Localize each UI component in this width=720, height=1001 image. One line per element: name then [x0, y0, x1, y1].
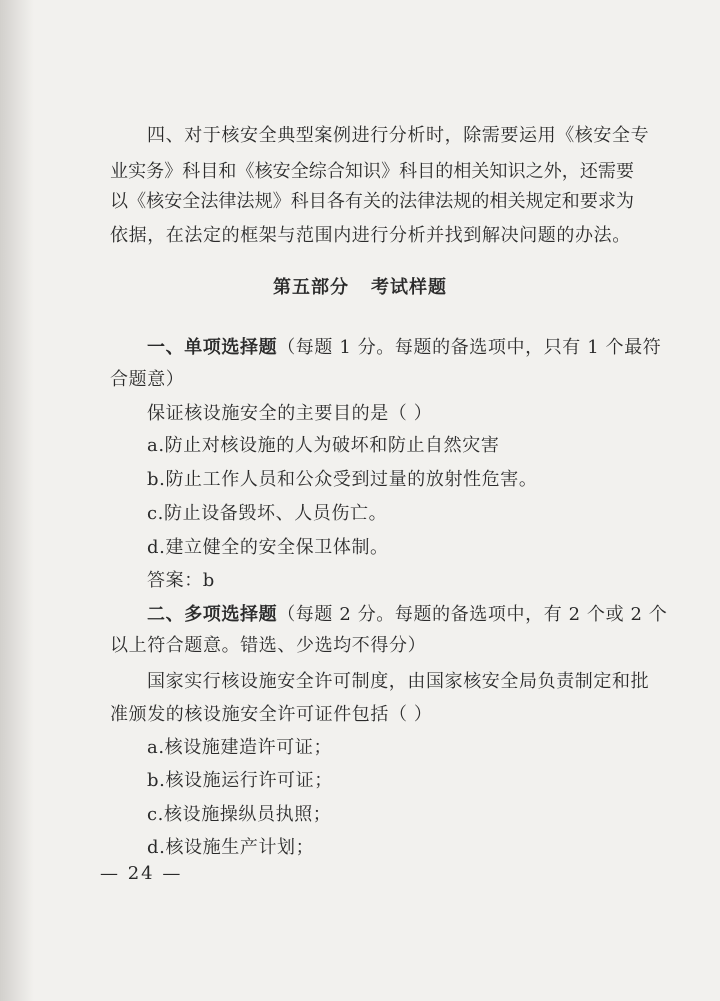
section-heading	[0, 276, 720, 300]
multiple-choice-question-line-2: 准颁发的核设施安全许可证件包括（ ）	[110, 704, 433, 725]
multiple-choice-option-a: a.核设施建造许可证；	[147, 737, 333, 758]
single-choice-option-a: a.防止对核设施的人为破坏和防止自然灾害	[147, 435, 500, 456]
paragraph-4-line-4: 依据，在法定的框架与范围内进行分析并找到解决问题的办法。	[110, 225, 631, 246]
multiple-choice-instruction-cont: 以上符合题意。错选、少选均不得分）	[110, 635, 427, 656]
paragraph-4-line-2: 业实务》科目和《核安全综合知识》科目的相关知识之外，还需要	[110, 161, 634, 182]
section-title: 考试样题	[371, 277, 447, 298]
single-choice-option-c: c.防止设备毁坏、人员伤亡。	[147, 503, 388, 524]
multiple-choice-intro	[147, 603, 668, 627]
single-choice-heading: 一、单项选择题	[147, 337, 278, 358]
multiple-choice-heading: 二、多项选择题	[147, 604, 278, 625]
page-number: — 24 —	[100, 863, 183, 884]
section-part: 第五部分	[273, 277, 349, 298]
single-choice-intro	[147, 336, 661, 360]
multiple-choice-question-line-1: 国家实行核设施安全许可制度，由国家核安全局负责制定和批	[147, 671, 650, 692]
paragraph-4-line-1: 四、对于核安全典型案例进行分析时，除需要运用《核安全专	[147, 125, 650, 146]
single-choice-answer: 答案：b	[147, 570, 215, 591]
single-choice-instruction: （每题 1 分。每题的备选项中，只有 1 个最符	[277, 337, 662, 358]
single-choice-instruction-cont: 合题意）	[110, 369, 185, 390]
single-choice-option-b: b.防止工作人员和公众受到过量的放射性危害。	[147, 469, 538, 490]
multiple-choice-instruction: （每题 2 分。每题的备选项中，有 2 个或 2 个	[277, 604, 668, 625]
single-choice-question: 保证核设施安全的主要目的是（ ）	[147, 403, 433, 424]
multiple-choice-option-b: b.核设施运行许可证；	[147, 770, 333, 791]
paragraph-4-line-3: 以《核安全法律法规》科目各有关的法律法规的相关规定和要求为	[110, 191, 634, 212]
multiple-choice-option-c: c.核设施操纵员执照；	[147, 804, 332, 825]
single-choice-option-d: d.建立健全的安全保卫体制。	[147, 537, 389, 558]
multiple-choice-option-d: d.核设施生产计划；	[147, 837, 315, 858]
